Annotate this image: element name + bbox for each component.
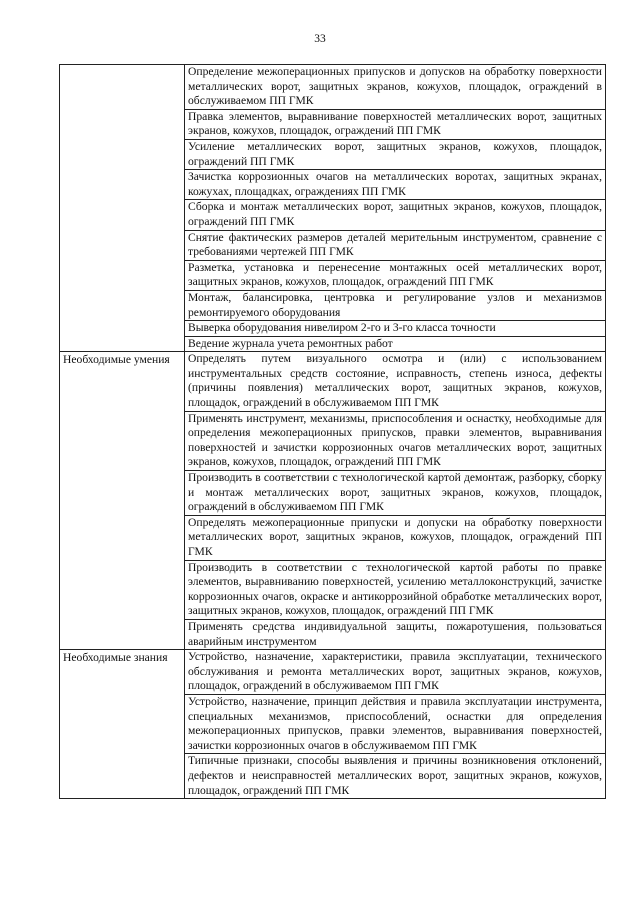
section-label: Необходимые знания bbox=[60, 650, 185, 799]
section-item: Производить в соответствии с технологической картой работы по правке элементов, выравниванию поверхностей, усилению металлоконструкций, зачистке коррозионных очагов, окраске и антикоррозийной обработке металлических ворот, защитных экранов, кожухов, площадок, ограждений ПП ГМК bbox=[185, 560, 606, 619]
section-item: Ведение журнала учета ремонтных работ bbox=[185, 336, 606, 352]
section-label bbox=[60, 65, 185, 352]
section-item: Усиление металлических ворот, защитных экранов, кожухов, площадок, ограждений ПП ГМК bbox=[185, 139, 606, 169]
section-item: Определение межоперационных припусков и допусков на обработку поверхности металлических ворот, защитных экранов, кожухов, площадок, ограждений в обслуживаемом ПП ГМК bbox=[185, 65, 606, 110]
section-item: Производить в соответствии с технологической картой демонтаж, разборку, сборку и монтаж металлических ворот, защитных экранов, кожухов, площадок, ограждений в обслуживаемом ПП ГМК bbox=[185, 471, 606, 516]
section-item: Сборка и монтаж металлических ворот, защитных экранов, кожухов, площадок, ограждений ПП ГМК bbox=[185, 200, 606, 230]
table-row bbox=[60, 352, 606, 411]
section-item: Применять инструмент, механизмы, приспособления и оснастку, необходимые для определения межоперационных припусков, правки элементов, выравнивания поверхностей и зачистки коррозионных очагов металлических ворот, защитных экранов, кожухов, площадок, ограждений ПП ГМК bbox=[185, 411, 606, 470]
section-item: Зачистка коррозионных очагов на металлических воротах, защитных экранах, кожухах, площадках, ограждениях ПП ГМК bbox=[185, 170, 606, 200]
section-item: Применять средства индивидуальной защиты, пожаротушения, пользоваться аварийным инструментом bbox=[185, 619, 606, 649]
section-item: Устройство, назначение, принцип действия и правила эксплуатации инструмента, специальных механизмов, приспособлений, оснастки для определения межоперационных припусков, правки элементов, выравнивания поверхностей, зачистки коррозионных очагов в обслуживаемом ПП ГМК bbox=[185, 694, 606, 753]
section-item: Типичные признаки, способы выявления и причины возникновения отклонений, дефектов и неисправностей металлических ворот, защитных экранов, кожухов, площадок, ограждений ПП ГМК bbox=[185, 754, 606, 799]
section-label: Необходимые умения bbox=[60, 352, 185, 650]
section-item: Разметка, установка и перенесение монтажных осей металлических ворот, защитных экранов, кожухов, площадок, ограждений ПП ГМК bbox=[185, 260, 606, 290]
page-number: 33 bbox=[314, 33, 326, 45]
section-item: Устройство, назначение, характеристики, правила эксплуатации, технического обслуживания и ремонта металлических ворот, защитных экранов, кожухов, площадок, ограждений в обслуживаемом ПП ГМК bbox=[185, 650, 606, 695]
section-item: Определять межоперационные припуски и допуски на обработку поверхности металлических ворот, защитных экранов, кожухов, площадок, ограждений ПП ГМК bbox=[185, 515, 606, 560]
section-item: Снятие фактических размеров деталей мерительным инструментом, сравнение с требованиями чертежей ПП ГМК bbox=[185, 230, 606, 260]
section-item: Монтаж, балансировка, центровка и регулирование узлов и механизмов ремонтируемого оборудования bbox=[185, 290, 606, 320]
competency-table-body bbox=[60, 65, 606, 799]
section-item: Правка элементов, выравнивание поверхностей металлических ворот, защитных экранов, кожухов, площадок, ограждений ПП ГМК bbox=[185, 109, 606, 139]
table-row bbox=[60, 650, 606, 695]
section-item: Определять путем визуального осмотра и (или) с использованием инструментальных средств состояние, исправность, степень износа, дефекты (причины появления) металлических ворот, защитных экранов, кожухов, площадок, ограждений в обслуживаемом ПП ГМК bbox=[185, 352, 606, 411]
table-row bbox=[60, 65, 606, 110]
section-item: Выверка оборудования нивелиром 2-го и 3-го класса точности bbox=[185, 321, 606, 337]
competency-table bbox=[59, 64, 606, 799]
